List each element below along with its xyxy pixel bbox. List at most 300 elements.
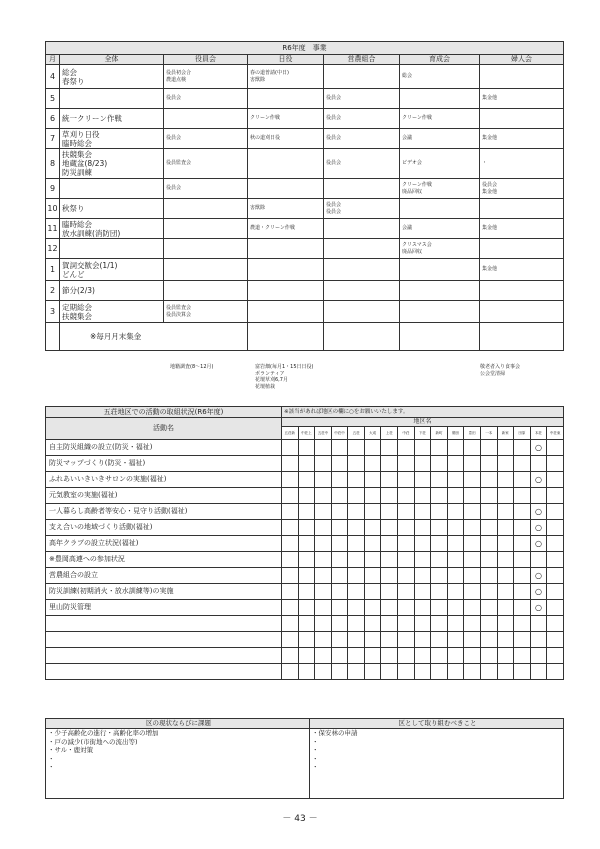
district-check-cell	[497, 520, 514, 536]
district-check-cell	[497, 632, 514, 648]
district-check-cell	[348, 568, 365, 584]
district-check-cell	[364, 488, 381, 504]
district-check-cell	[398, 472, 415, 488]
activity-row	[46, 664, 564, 680]
activity-name: 元気教室の実施(福祉)	[46, 488, 282, 504]
event-cell-fujin	[480, 301, 564, 323]
district-check-cell	[514, 472, 531, 488]
district-check-cell	[282, 664, 299, 680]
district-check-cell	[514, 584, 531, 600]
event-cell-hiyaku: 害獣除	[248, 199, 324, 219]
district-check-cell	[282, 568, 299, 584]
activity-row	[46, 440, 564, 456]
district-name: 中荘東	[547, 427, 564, 440]
district-check-cell	[431, 504, 448, 520]
district-check-cell: ○	[530, 440, 547, 456]
district-check-cell	[497, 504, 514, 520]
district-check-cell	[497, 488, 514, 504]
activity-name: 支え合いの地域づくり活動(福祉)	[46, 520, 282, 536]
district-check-cell	[414, 568, 431, 584]
events-row	[46, 179, 564, 199]
district-check-cell	[530, 552, 547, 568]
district-check-cell	[381, 488, 398, 504]
district-check-cell	[464, 632, 481, 648]
district-check-cell	[398, 632, 415, 648]
district-check-cell	[315, 536, 332, 552]
district-check-cell	[497, 456, 514, 472]
events-header-col: 役員会	[164, 55, 248, 65]
district-check-cell	[414, 648, 431, 664]
events-row	[46, 129, 564, 149]
district-check-cell: ○	[530, 536, 547, 552]
district-check-cell	[480, 600, 497, 616]
district-check-cell	[431, 552, 448, 568]
events-row	[46, 259, 564, 281]
district-check-cell	[298, 504, 315, 520]
activity-name: 一人暮らし高齢者等安心・見守り活動(福祉)	[46, 504, 282, 520]
district-check-cell	[480, 552, 497, 568]
district-check-cell	[348, 488, 365, 504]
event-cell-hiyaku	[248, 239, 324, 259]
district-check-cell	[464, 664, 481, 680]
event-cell-ikusei: クリーン作戦 廃品回収	[400, 179, 480, 199]
district-check-cell	[315, 632, 332, 648]
month-cell: 11	[46, 219, 60, 239]
district-check-cell	[381, 584, 398, 600]
event-cell-yakuin	[164, 109, 248, 129]
event-cell-ikusei	[400, 89, 480, 109]
event-cell-einou	[324, 219, 400, 239]
district-check-cell	[431, 648, 448, 664]
district-check-cell	[497, 584, 514, 600]
district-check-cell	[431, 456, 448, 472]
district-check-cell	[414, 456, 431, 472]
district-check-cell	[315, 488, 332, 504]
event-cell-einou	[324, 179, 400, 199]
events-row	[46, 89, 564, 109]
district-check-cell	[364, 536, 381, 552]
todo-item: ・保安林の申請	[312, 729, 358, 737]
district-check-cell	[431, 488, 448, 504]
event-cell-zentai	[60, 179, 164, 199]
district-check-cell	[282, 536, 299, 552]
event-cell-hiyaku: 農道・クリーン作戦	[248, 219, 324, 239]
event-cell-einou: 役員会	[324, 129, 400, 149]
activity-name: 防災訓練(初期消火・放水訓練等)の実施	[46, 584, 282, 600]
district-check-cell	[414, 520, 431, 536]
event-cell-hiyaku	[248, 259, 324, 281]
district-check-cell	[381, 552, 398, 568]
district-name: 中荘中	[331, 427, 348, 440]
activity-name: 防災マップづくり(防災・福祉)	[46, 456, 282, 472]
district-check-cell	[381, 664, 398, 680]
event-cell-fujin	[480, 65, 564, 89]
district-check-cell	[447, 568, 464, 584]
activity-row	[46, 616, 564, 632]
district-check-cell	[282, 648, 299, 664]
month-cell: 6	[46, 109, 60, 129]
district-check-cell	[547, 552, 564, 568]
district-check-cell	[298, 584, 315, 600]
event-cell-hiyaku	[248, 89, 324, 109]
district-check-cell	[547, 568, 564, 584]
district-check-cell	[282, 520, 299, 536]
district-check-cell	[348, 440, 365, 456]
district-check-cell	[298, 440, 315, 456]
todo-item: ・	[312, 746, 319, 754]
activity-row	[46, 472, 564, 488]
district-check-cell	[381, 504, 398, 520]
event-cell-zentai: 賀詞交歓会(1/1) どんど	[60, 259, 164, 281]
district-check-cell	[398, 456, 415, 472]
event-cell-zentai: 総会 春祭り	[60, 65, 164, 89]
district-check-cell	[547, 616, 564, 632]
district-check-cell	[464, 520, 481, 536]
district-check-cell	[497, 568, 514, 584]
month-cell: 5	[46, 89, 60, 109]
district-check-cell	[315, 472, 332, 488]
events-title: R6年度 事業	[46, 42, 564, 55]
district-check-cell	[480, 504, 497, 520]
district-check-cell	[431, 584, 448, 600]
district-name: 下荘	[414, 427, 431, 440]
district-check-cell	[514, 648, 531, 664]
district-check-cell	[530, 632, 547, 648]
event-cell-yakuin	[164, 239, 248, 259]
issues-table	[45, 718, 564, 799]
district-check-cell	[282, 488, 299, 504]
event-cell-fujin	[480, 199, 564, 219]
event-cell-fujin: 集金他	[480, 89, 564, 109]
district-check-cell	[315, 648, 332, 664]
activity-row	[46, 504, 564, 520]
event-cell-einou	[324, 65, 400, 89]
issue-item: ・	[48, 763, 55, 771]
district-check-cell	[480, 664, 497, 680]
events-row	[46, 65, 564, 89]
event-cell-zentai: 草刈り日役 臨時総会	[60, 129, 164, 149]
district-check-cell	[348, 520, 365, 536]
district-check-cell	[497, 440, 514, 456]
issues-left-title: 区の現状ならびに課題	[46, 719, 310, 729]
district-check-cell	[464, 600, 481, 616]
district-name: 新家	[497, 427, 514, 440]
events-row	[46, 301, 564, 323]
district-check-cell	[480, 584, 497, 600]
issue-item: ・少子高齢化の進行・高齢化率の増加	[48, 729, 159, 737]
district-check-cell	[298, 632, 315, 648]
district-check-cell	[480, 648, 497, 664]
district-check-cell	[547, 488, 564, 504]
district-check-cell	[331, 520, 348, 536]
events-row	[46, 219, 564, 239]
event-cell-zentai: 秋祭り	[60, 199, 164, 219]
district-check-cell	[398, 520, 415, 536]
event-cell-ikusei	[400, 281, 480, 301]
district-check-cell	[414, 584, 431, 600]
district-check-cell	[364, 568, 381, 584]
district-check-cell	[398, 664, 415, 680]
district-check-cell	[331, 664, 348, 680]
event-cell-ikusei: クリーン作戦	[400, 109, 480, 129]
district-check-cell: ○	[530, 568, 547, 584]
district-check-cell: ○	[530, 584, 547, 600]
district-check-cell	[381, 536, 398, 552]
event-cell-zentai: 定期総会 扶競集会	[60, 301, 164, 323]
district-check-cell	[398, 440, 415, 456]
events-header-col: 育成会	[400, 55, 480, 65]
district-check-cell	[480, 568, 497, 584]
district-check-cell	[331, 440, 348, 456]
event-cell-einou: 役員会 役員会	[324, 199, 400, 219]
district-check-cell	[315, 616, 332, 632]
district-check-cell	[348, 504, 365, 520]
district-check-cell	[348, 664, 365, 680]
district-check-cell	[331, 536, 348, 552]
district-check-cell	[315, 504, 332, 520]
district-check-cell	[414, 632, 431, 648]
month-cell: 9	[46, 179, 60, 199]
district-check-cell	[331, 472, 348, 488]
district-check-cell	[431, 520, 448, 536]
district-check-cell	[364, 440, 381, 456]
district-check-cell	[315, 600, 332, 616]
district-check-cell	[348, 472, 365, 488]
district-check-cell	[447, 648, 464, 664]
district-check-cell	[381, 568, 398, 584]
district-check-cell	[480, 520, 497, 536]
event-cell-yakuin	[164, 259, 248, 281]
activity-name	[46, 648, 282, 664]
district-check-cell	[381, 616, 398, 632]
district-check-cell	[315, 520, 332, 536]
district-check-cell	[447, 664, 464, 680]
district-check-cell	[514, 488, 531, 504]
district-check-cell	[282, 616, 299, 632]
district-check-cell	[447, 472, 464, 488]
page-number: － 43 －	[282, 814, 318, 824]
activity-row	[46, 552, 564, 568]
activity-name	[46, 632, 282, 648]
district-check-cell	[514, 600, 531, 616]
event-cell-fujin: 集金他	[480, 129, 564, 149]
district-name: 鶴田	[447, 427, 464, 440]
district-check-cell	[447, 536, 464, 552]
district-check-cell	[348, 552, 365, 568]
district-check-cell	[398, 504, 415, 520]
month-cell: 3	[46, 301, 60, 323]
todo-item: ・	[312, 754, 319, 763]
district-check-cell	[348, 456, 365, 472]
event-cell-ikusei: ビデオ会	[400, 149, 480, 179]
district-check-cell	[480, 632, 497, 648]
district-check-cell	[480, 456, 497, 472]
month-cell: 10	[46, 199, 60, 219]
event-cell-yakuin	[164, 219, 248, 239]
event-cell-hiyaku	[248, 149, 324, 179]
activity-name: 営農組合の設立	[46, 568, 282, 584]
note-fujin: 敬老者入り食事会 公会堂清掃	[480, 364, 521, 377]
event-cell-hiyaku	[248, 179, 324, 199]
district-check-cell	[331, 568, 348, 584]
district-name: 五荘新	[282, 427, 299, 440]
event-cell-yakuin	[164, 199, 248, 219]
events-row	[46, 281, 564, 301]
district-check-cell	[414, 472, 431, 488]
event-cell-einou	[324, 239, 400, 259]
event-cell-einou: 役員会	[324, 109, 400, 129]
district-check-cell	[530, 648, 547, 664]
district-check-cell	[331, 632, 348, 648]
district-check-cell	[331, 552, 348, 568]
district-check-cell	[464, 648, 481, 664]
district-check-cell	[331, 600, 348, 616]
district-check-cell	[514, 616, 531, 632]
district-check-cell	[464, 472, 481, 488]
event-cell-zentai: 節分(2/3)	[60, 281, 164, 301]
district-check-cell: ○	[530, 504, 547, 520]
district-check-cell: ○	[530, 600, 547, 616]
district-check-cell	[547, 664, 564, 680]
district-check-cell	[547, 648, 564, 664]
footer-note: ※毎月月末集金	[60, 323, 248, 351]
district-check-cell	[514, 440, 531, 456]
activity-name	[46, 664, 282, 680]
district-check-cell	[530, 616, 547, 632]
district-check-cell	[431, 536, 448, 552]
district-check-cell	[447, 632, 464, 648]
district-check-cell	[431, 664, 448, 680]
district-name: 上荘	[381, 427, 398, 440]
district-check-cell	[381, 632, 398, 648]
district-check-cell	[315, 664, 332, 680]
activity-row	[46, 584, 564, 600]
district-check-cell	[414, 536, 431, 552]
district-check-cell	[547, 632, 564, 648]
district-check-cell	[447, 520, 464, 536]
district-check-cell	[398, 584, 415, 600]
event-cell-ikusei: クリスマス会 廃品回収	[400, 239, 480, 259]
district-check-cell	[547, 584, 564, 600]
district-check-cell	[431, 440, 448, 456]
district-check-cell	[514, 664, 531, 680]
district-check-cell	[315, 440, 332, 456]
month-cell: 2	[46, 281, 60, 301]
note-yakuin: 地籍調査(8～12月)	[170, 364, 214, 370]
activities-instruction: ※該当があれば地区の欄に○をお願いいたします。	[282, 407, 564, 418]
district-check-cell	[414, 552, 431, 568]
activity-name: ふれあいいきいきサロンの実施(福祉)	[46, 472, 282, 488]
event-cell-ikusei	[400, 259, 480, 281]
district-check-cell	[298, 664, 315, 680]
district-check-cell	[514, 536, 531, 552]
issue-item: ・戸の減少(市街地への流出等)	[48, 737, 138, 746]
district-check-cell	[282, 472, 299, 488]
district-check-cell	[530, 488, 547, 504]
month-cell: 8	[46, 149, 60, 179]
district-check-cell	[364, 600, 381, 616]
event-cell-fujin: ・	[480, 149, 564, 179]
district-check-cell	[464, 456, 481, 472]
district-check-cell	[530, 664, 547, 680]
district-check-cell	[447, 584, 464, 600]
district-name: 田原	[514, 427, 531, 440]
event-cell-fujin	[480, 281, 564, 301]
district-name: 中荘	[398, 427, 415, 440]
event-cell-einou	[324, 301, 400, 323]
district-check-cell	[348, 616, 365, 632]
district-name: 大成	[364, 427, 381, 440]
district-check-cell	[364, 584, 381, 600]
district-check-cell	[480, 536, 497, 552]
district-check-cell	[364, 664, 381, 680]
month-cell: 7	[46, 129, 60, 149]
district-check-cell	[464, 584, 481, 600]
district-check-cell	[398, 552, 415, 568]
district-check-cell: ○	[530, 472, 547, 488]
district-check-cell	[364, 632, 381, 648]
district-check-cell	[282, 504, 299, 520]
event-cell-hiyaku: 春の道普請(中日) 害獣除	[248, 65, 324, 89]
district-name: 新町	[431, 427, 448, 440]
event-cell-hiyaku	[248, 281, 324, 301]
activity-row	[46, 456, 564, 472]
activity-row	[46, 632, 564, 648]
activity-name	[46, 616, 282, 632]
district-check-cell	[497, 536, 514, 552]
events-header-col: 月	[46, 55, 60, 65]
event-cell-yakuin: 役員監査会 役員決算会	[164, 301, 248, 323]
district-check-cell	[480, 440, 497, 456]
events-header-col: 営農組合	[324, 55, 400, 65]
events-header-col: 日役	[248, 55, 324, 65]
event-cell-fujin: 集金他	[480, 259, 564, 281]
district-check-cell	[364, 616, 381, 632]
event-cell-einou: 役員会	[324, 89, 400, 109]
issues-right-title: 区として取り組むべきこと	[310, 719, 564, 729]
district-check-cell	[348, 600, 365, 616]
district-check-cell	[431, 472, 448, 488]
district-check-cell	[547, 536, 564, 552]
district-check-cell	[414, 488, 431, 504]
issues-right-list	[310, 729, 564, 799]
district-check-cell	[514, 456, 531, 472]
district-check-cell	[514, 552, 531, 568]
district-check-cell	[547, 440, 564, 456]
district-check-cell	[497, 648, 514, 664]
event-cell-hiyaku: クリーン作戦	[248, 109, 324, 129]
event-cell-zentai: 臨時総会 放水訓練(消防団)	[60, 219, 164, 239]
district-check-cell	[464, 616, 481, 632]
district-check-cell	[447, 600, 464, 616]
district-check-cell	[514, 520, 531, 536]
district-check-cell	[298, 456, 315, 472]
district-check-cell	[431, 632, 448, 648]
district-check-cell	[381, 440, 398, 456]
district-check-cell	[282, 600, 299, 616]
district-check-cell	[348, 584, 365, 600]
district-check-cell	[414, 664, 431, 680]
district-check-cell	[547, 472, 564, 488]
district-check-cell	[497, 600, 514, 616]
district-check-cell	[547, 520, 564, 536]
event-cell-ikusei: 会議	[400, 129, 480, 149]
event-cell-yakuin: 役員初会合 農道点検	[164, 65, 248, 89]
district-check-cell	[282, 440, 299, 456]
activity-row	[46, 520, 564, 536]
district-check-cell	[414, 600, 431, 616]
district-check-cell	[480, 488, 497, 504]
